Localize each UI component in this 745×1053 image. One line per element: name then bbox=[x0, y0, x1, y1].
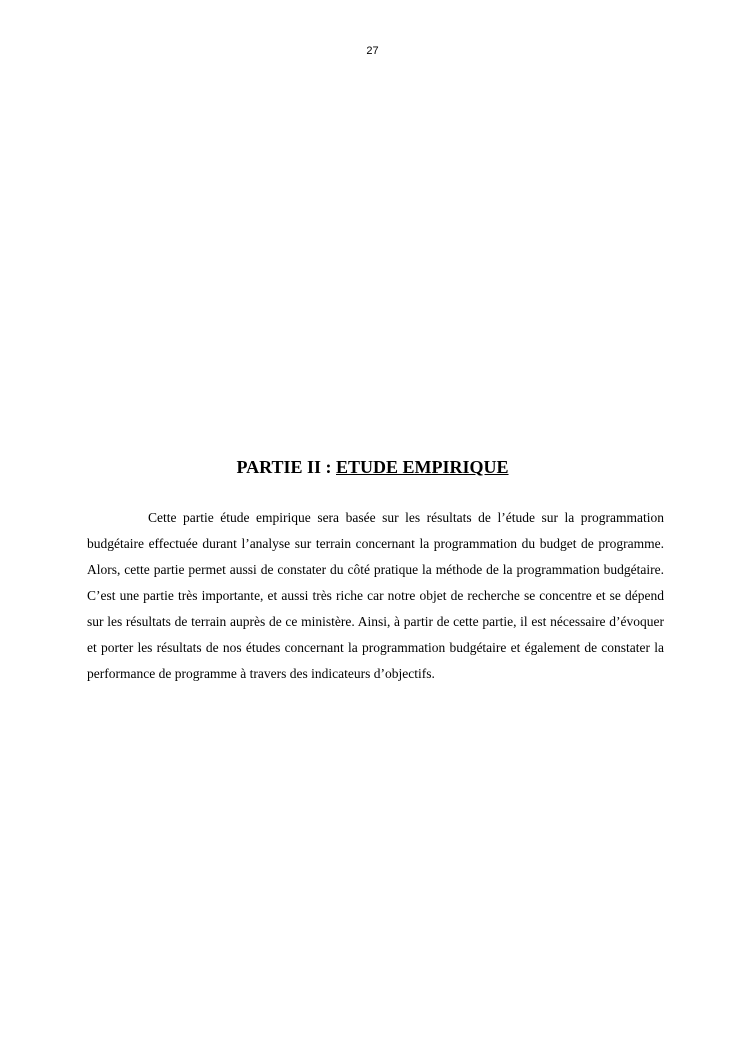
section-title-prefix: PARTIE II : bbox=[236, 457, 336, 477]
body-paragraph: Cette partie étude empirique sera basée sur les résultats de l’étude sur la programmation budgétaire effectuée durant l’analyse sur terrain concernant la programmation du budget de programme. Alors, cette partie permet aussi de constater du côté pratique la méthode de la programmation budgétaire. C’est une partie très importante, et aussi très riche car notre objet de recherche se concentre et se dépend sur les résultats de terrain auprès de ce ministère. Ainsi, à partir de cette partie, il est nécessaire d’évoquer et porter les résultats de nos études concernant la programmation budgétaire et également de constater la performance de programme à travers des indicateurs d’objectifs. bbox=[87, 510, 664, 681]
page-number: 27 bbox=[366, 45, 379, 57]
section-title-main: ETUDE EMPIRIQUE bbox=[336, 457, 509, 477]
section-title bbox=[0, 456, 745, 478]
